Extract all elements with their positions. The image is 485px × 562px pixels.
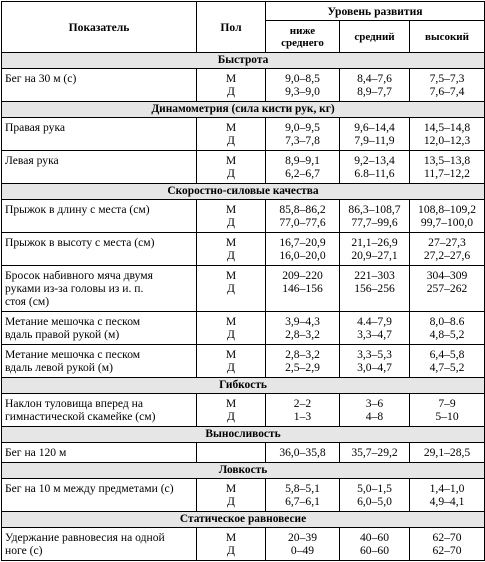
high-level-cell-line: 11,7–12,2 bbox=[424, 167, 470, 180]
sex-cell-line: Д bbox=[227, 495, 235, 508]
high-level-cell bbox=[410, 443, 485, 463]
mid-level-cell-line: 3,0–4,7 bbox=[357, 361, 392, 374]
mid-level-cell bbox=[340, 200, 410, 233]
low-level-cell-line: 9,3–9,0 bbox=[285, 85, 320, 98]
low-level-cell-line: 7,3–7,8 bbox=[285, 134, 320, 147]
low-level-cell-line: 2,5–2,9 bbox=[285, 361, 320, 374]
sex-cell-line: М bbox=[225, 72, 237, 85]
mid-level-cell bbox=[340, 443, 410, 463]
low-level-cell-line: 6,2–6,7 bbox=[285, 167, 320, 180]
high-level-cell bbox=[410, 118, 485, 151]
low-level-cell bbox=[266, 443, 340, 463]
table-row bbox=[2, 394, 485, 427]
sex-cell-line: М bbox=[225, 121, 237, 134]
sex-cell bbox=[197, 528, 266, 561]
high-level-cell bbox=[410, 151, 485, 184]
sex-cell-line: Д bbox=[227, 216, 235, 229]
sex-cell-line: Д bbox=[227, 249, 235, 262]
low-level-cell-line: 9,0–9,5 bbox=[285, 121, 320, 134]
section-header bbox=[2, 378, 485, 394]
high-level-cell-line: 257–262 bbox=[426, 282, 468, 295]
indicator-cell-line: Прыжок в высоту с места (см) bbox=[5, 236, 155, 249]
section-header bbox=[2, 463, 485, 479]
low-level-cell bbox=[266, 118, 340, 151]
high-level-cell-line: 62–70 bbox=[432, 544, 462, 557]
low-level-cell-line: 146–156 bbox=[282, 282, 323, 295]
low-level-cell-line: 3,9–4,3 bbox=[285, 315, 320, 328]
mid-level-cell-line: 6,0–5,0 bbox=[357, 495, 392, 508]
mid-level-cell-line: 221–303 bbox=[354, 269, 395, 282]
indicator-cell bbox=[2, 266, 197, 312]
indicator-cell bbox=[2, 200, 197, 233]
indicator-cell bbox=[2, 443, 197, 463]
mid-level-cell-line: 20,9–27,1 bbox=[351, 249, 398, 262]
table-row bbox=[2, 151, 485, 184]
mid-level-cell-line: 8,9–7,7 bbox=[357, 85, 392, 98]
low-level-cell bbox=[266, 394, 340, 427]
table-row bbox=[2, 69, 485, 102]
section-title: Динамометрия (сила кисти рук, кг) bbox=[2, 102, 485, 118]
high-level-cell-line: 99,7–100,0 bbox=[420, 216, 474, 229]
indicator-cell-line: ноге (с) bbox=[5, 544, 43, 557]
table-row bbox=[2, 312, 485, 345]
table-body bbox=[2, 53, 485, 561]
high-level-cell bbox=[410, 528, 485, 561]
fitness-norms-table bbox=[1, 1, 485, 561]
mid-level-cell-line: 40–60 bbox=[360, 531, 389, 544]
mid-level-cell bbox=[340, 266, 410, 312]
low-level-cell bbox=[266, 528, 340, 561]
sex-cell bbox=[197, 200, 266, 233]
mid-level-cell-line: 60–60 bbox=[360, 544, 389, 557]
sex-cell bbox=[197, 312, 266, 345]
indicator-cell-line: Наклон туловища вперед на bbox=[5, 397, 144, 410]
sex-cell-line: Д bbox=[227, 134, 235, 147]
low-level-cell-line: 16,0–20,0 bbox=[279, 249, 326, 262]
sex-cell bbox=[197, 443, 266, 463]
low-level-cell-line: 5,8–5,1 bbox=[285, 482, 320, 495]
sex-cell-line: Д bbox=[227, 85, 235, 98]
section-header bbox=[2, 512, 485, 528]
mid-level-cell-line: 9,6–14,4 bbox=[354, 121, 395, 134]
low-level-cell-line: 85,8–86,2 bbox=[279, 203, 326, 216]
low-level-cell bbox=[266, 200, 340, 233]
high-level-cell-line: 304–309 bbox=[426, 269, 468, 282]
mid-level-cell bbox=[340, 312, 410, 345]
indicator-cell-line: стоя (см) bbox=[5, 295, 50, 308]
sex-cell bbox=[197, 233, 266, 266]
section-title: Быстрота bbox=[2, 53, 485, 69]
low-level-cell-line: 9,0–8,5 bbox=[285, 72, 320, 85]
indicator-cell bbox=[2, 345, 197, 378]
section-title: Выносливость bbox=[2, 427, 485, 443]
mid-level-cell bbox=[340, 345, 410, 378]
indicator-cell-line: Левая рука bbox=[5, 154, 59, 167]
sex-cell bbox=[197, 266, 266, 312]
high-level-cell-line: 4,9–4,1 bbox=[429, 495, 465, 508]
mid-level-cell-line: 21,1–26,9 bbox=[351, 236, 398, 249]
sex-cell-line: Д bbox=[227, 410, 235, 423]
low-level-cell-line: 8,9–9,1 bbox=[285, 154, 320, 167]
mid-level-cell-line: 77,7–99,6 bbox=[351, 216, 398, 229]
high-level-cell bbox=[410, 394, 485, 427]
sex-cell-line: Д bbox=[227, 167, 235, 180]
sex-cell-line: М bbox=[225, 236, 237, 249]
header-level-low: ниже среднего bbox=[266, 21, 340, 53]
section-title: Скоростно-силовые качества bbox=[2, 184, 485, 200]
high-level-cell-line: 108,8–109,2 bbox=[418, 203, 476, 216]
indicator-cell bbox=[2, 312, 197, 345]
low-level-cell bbox=[266, 479, 340, 512]
mid-level-cell-line: 3–6 bbox=[365, 397, 384, 410]
high-level-cell-line: 8,0–8.6 bbox=[429, 315, 465, 328]
mid-level-cell bbox=[340, 69, 410, 102]
sex-cell-line: Д bbox=[227, 544, 235, 557]
section-header bbox=[2, 102, 485, 118]
high-level-cell bbox=[410, 69, 485, 102]
indicator-cell bbox=[2, 394, 197, 427]
sex-cell bbox=[197, 151, 266, 184]
sex-cell bbox=[197, 69, 266, 102]
section-header bbox=[2, 427, 485, 443]
mid-level-cell-line: 6.8–11,6 bbox=[354, 167, 395, 180]
table-row bbox=[2, 528, 485, 561]
header-sex: Пол bbox=[197, 2, 266, 53]
sex-cell-line: М bbox=[225, 269, 237, 282]
section-header bbox=[2, 184, 485, 200]
high-level-cell-line: 13,5–13,8 bbox=[423, 154, 471, 167]
sex-cell-line: М bbox=[225, 531, 237, 544]
sex-cell-line: Д bbox=[227, 328, 235, 341]
high-level-cell-line: 4,7–5,2 bbox=[429, 361, 465, 374]
high-level-cell-line: 27,2–27,6 bbox=[423, 249, 471, 262]
mid-level-cell bbox=[340, 528, 410, 561]
header-level: Уровень развития bbox=[266, 2, 485, 21]
mid-level-cell bbox=[340, 394, 410, 427]
header-level-high: высокий bbox=[410, 21, 485, 53]
sex-cell-line: М bbox=[225, 203, 237, 216]
indicator-cell bbox=[2, 151, 197, 184]
mid-level-cell-line: 5,0–1,5 bbox=[357, 482, 392, 495]
mid-level-cell-line: 4–8 bbox=[365, 410, 384, 423]
mid-level-cell-line: 3,3–5,3 bbox=[357, 348, 392, 361]
high-level-cell-line: 7–9 bbox=[438, 397, 456, 410]
header-level-mid: средний bbox=[340, 21, 410, 53]
indicator-cell bbox=[2, 118, 197, 151]
mid-level-cell-line: 86,3–108,7 bbox=[348, 203, 401, 216]
low-level-cell bbox=[266, 233, 340, 266]
section-title: Гибкость bbox=[2, 378, 485, 394]
low-level-cell-line: 0–49 bbox=[290, 544, 315, 557]
mid-level-cell-line: 9,2–13,4 bbox=[354, 154, 395, 167]
high-level-cell-line: 27–27,3 bbox=[428, 236, 466, 249]
sex-cell-line: М bbox=[225, 482, 237, 495]
low-level-cell-line: 77,0–77,6 bbox=[279, 216, 326, 229]
high-level-cell-line: 62–70 bbox=[432, 531, 462, 544]
low-level-cell bbox=[266, 69, 340, 102]
indicator-cell-line: Бег на 120 м bbox=[5, 446, 67, 459]
indicator-cell-line: Бег на 30 м (с) bbox=[5, 72, 77, 85]
high-level-cell-line: 14,5–14,8 bbox=[423, 121, 471, 134]
sex-cell bbox=[197, 345, 266, 378]
low-level-cell bbox=[266, 151, 340, 184]
high-level-cell-line: 6,4–5,8 bbox=[429, 348, 465, 361]
header-indicator: Показатель bbox=[2, 2, 197, 53]
high-level-cell-line: 5–10 bbox=[435, 410, 459, 423]
table-row bbox=[2, 345, 485, 378]
high-level-cell bbox=[410, 479, 485, 512]
low-level-cell-line: 2,8–3,2 bbox=[285, 348, 320, 361]
low-level-cell-line: 2–2 bbox=[293, 397, 312, 410]
indicator-cell bbox=[2, 69, 197, 102]
low-level-cell bbox=[266, 266, 340, 312]
indicator-cell bbox=[2, 233, 197, 266]
high-level-cell-line: 12,0–12,3 bbox=[423, 134, 471, 147]
indicator-cell-line: Правая рука bbox=[5, 121, 66, 134]
table-row bbox=[2, 118, 485, 151]
mid-level-cell-line: 3,3–4,7 bbox=[357, 328, 392, 341]
table-row bbox=[2, 443, 485, 463]
table-row bbox=[2, 479, 485, 512]
high-level-cell bbox=[410, 345, 485, 378]
mid-level-cell-line: 35,7–29,2 bbox=[351, 446, 398, 459]
indicator-cell-line: Метание мешочка с песком bbox=[5, 348, 141, 361]
high-level-cell-line: 7,6–7,4 bbox=[429, 85, 465, 98]
section-title: Статическое равновесие bbox=[2, 512, 485, 528]
low-level-cell bbox=[266, 345, 340, 378]
low-level-cell-line: 1–3 bbox=[293, 410, 312, 423]
indicator-cell-line: гимнастической скамейке (см) bbox=[5, 410, 156, 423]
high-level-cell-line: 4,8–5,2 bbox=[429, 328, 465, 341]
indicator-cell-line: Бег на 10 м между предметами (с) bbox=[5, 482, 174, 495]
indicator-cell-line: вдаль левой рукой (м) bbox=[5, 361, 113, 374]
indicator-cell-line: вдаль правой рукой (м) bbox=[5, 328, 120, 341]
mid-level-cell bbox=[340, 233, 410, 266]
indicator-cell-line: Бросок набивного мяча двумя bbox=[5, 269, 153, 282]
high-level-cell bbox=[410, 233, 485, 266]
indicator-cell bbox=[2, 479, 197, 512]
low-level-cell bbox=[266, 312, 340, 345]
sex-cell-line: Д bbox=[227, 361, 235, 374]
sex-cell-line: М bbox=[225, 154, 237, 167]
section-header bbox=[2, 53, 485, 69]
low-level-cell-line: 16,7–20,9 bbox=[279, 236, 326, 249]
high-level-cell bbox=[410, 266, 485, 312]
sex-cell-line: Д bbox=[227, 282, 235, 295]
mid-level-cell-line: 156–256 bbox=[354, 282, 395, 295]
sex-cell bbox=[197, 118, 266, 151]
low-level-cell-line: 36,0–35,8 bbox=[279, 446, 326, 459]
mid-level-cell-line: 4.4–7,9 bbox=[357, 315, 392, 328]
low-level-cell-line: 20–39 bbox=[288, 531, 317, 544]
sex-cell bbox=[197, 394, 266, 427]
high-level-cell bbox=[410, 200, 485, 233]
section-title: Ловкость bbox=[2, 463, 485, 479]
sex-cell-line: М bbox=[225, 348, 237, 361]
low-level-cell-line: 6,7–6,1 bbox=[285, 495, 320, 508]
mid-level-cell-line: 8,4–7,6 bbox=[357, 72, 392, 85]
high-level-cell-line: 1,4–1,0 bbox=[429, 482, 465, 495]
table-row bbox=[2, 233, 485, 266]
sex-cell-line: М bbox=[225, 315, 237, 328]
table-row bbox=[2, 266, 485, 312]
indicator-cell bbox=[2, 528, 197, 561]
indicator-cell-line: Прыжок в длину с места (см) bbox=[5, 203, 150, 216]
sex-cell-line: М bbox=[225, 397, 237, 410]
indicator-cell-line: Метание мешочка с песком bbox=[5, 315, 141, 328]
high-level-cell bbox=[410, 312, 485, 345]
header-row-top bbox=[2, 2, 485, 21]
low-level-cell-line: 2,8–3,2 bbox=[285, 328, 320, 341]
high-level-cell-line: 29,1–28,5 bbox=[423, 446, 471, 459]
sex-cell bbox=[197, 479, 266, 512]
indicator-cell-line: Удержание равновесия на одной bbox=[5, 531, 165, 544]
mid-level-cell-line: 7,9–11,9 bbox=[354, 134, 395, 147]
mid-level-cell bbox=[340, 479, 410, 512]
low-level-cell-line: 209–220 bbox=[282, 269, 323, 282]
mid-level-cell bbox=[340, 151, 410, 184]
high-level-cell-line: 7,5–7,3 bbox=[429, 72, 465, 85]
table-row bbox=[2, 200, 485, 233]
sex-cell-line bbox=[200, 446, 262, 459]
indicator-cell-line: руками из-за головы из и. п. bbox=[5, 282, 144, 295]
mid-level-cell bbox=[340, 118, 410, 151]
